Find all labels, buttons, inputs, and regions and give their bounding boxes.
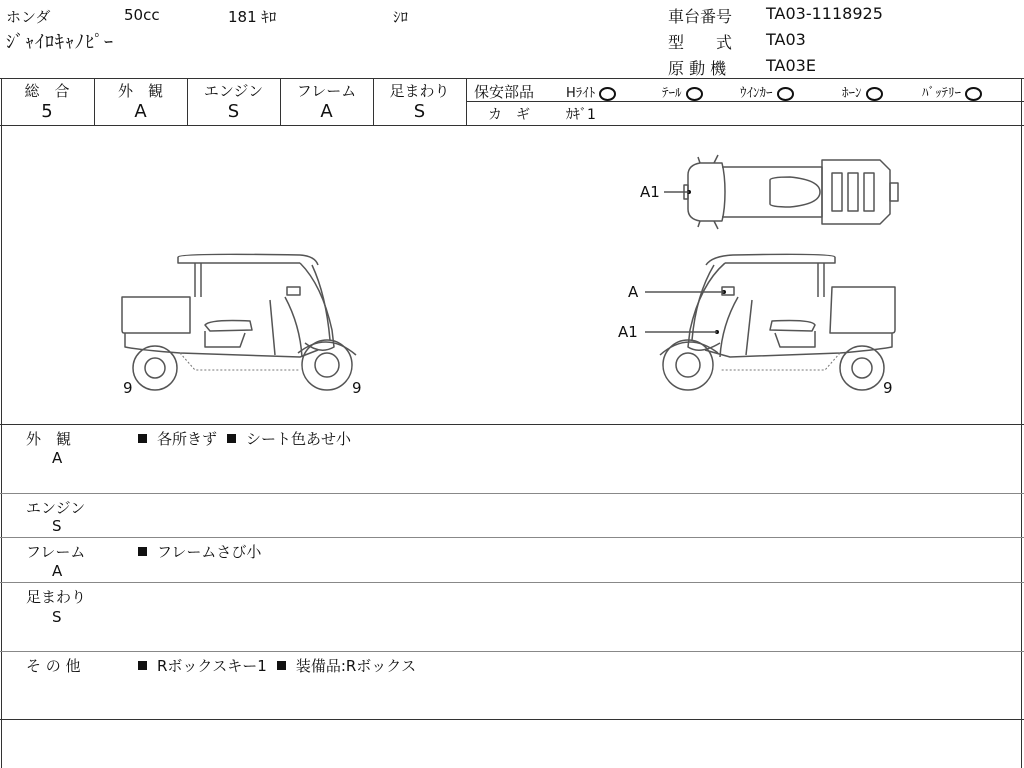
bullet-square-icon (227, 434, 236, 443)
ok-circle-icon (965, 87, 982, 101)
grade-header-engine: エンジン (203, 82, 264, 100)
safety-item-battery: ﾊﾞｯﾃﾘｰ (922, 82, 982, 101)
grade-header-overall: 総 合 (24, 82, 70, 100)
frame-no: TA03-1118925 (766, 4, 883, 23)
safety-item-horn: ﾎｰﾝ (842, 82, 883, 101)
safety-item-headlight: Hﾗｲﾄ (566, 82, 616, 101)
detail-title: 足まわり (26, 588, 87, 606)
top-marker-a1: A1 (640, 183, 660, 201)
left-front-tire-grade: 9 (352, 379, 362, 397)
grade-value-exterior: A (134, 101, 147, 122)
bullet-square-icon (277, 661, 286, 670)
bullet-square-icon (138, 661, 147, 670)
scooter-side-view-right (0, 125, 1024, 425)
detail-grade: A (52, 562, 63, 580)
model-name: ｼﾞｬｲﾛｷｬﾉﾋﾟｰ (6, 32, 114, 53)
ok-circle-icon (866, 87, 883, 101)
grade-header-suspension: 足まわり (389, 82, 450, 100)
side-marker-a1: A1 (618, 323, 638, 341)
detail-title: 外 観 (26, 430, 72, 448)
key-label: カ ギ (488, 107, 530, 123)
detail-notes: フレームさび小 (138, 541, 261, 562)
grade-header-frame: フレーム (296, 82, 357, 100)
engine-value: TA03E (766, 56, 816, 75)
grade-value-suspension: S (413, 101, 426, 122)
key-value: ｶｷﾞ1 (566, 107, 596, 123)
grade-value-engine: S (227, 101, 240, 122)
ok-circle-icon (599, 87, 616, 101)
side-marker-a: A (628, 283, 639, 301)
right-tire-grade: 9 (883, 379, 893, 397)
detail-title: エンジン (26, 499, 86, 517)
detail-title: フレーム (26, 543, 86, 561)
frame-no-label: 車台番号 (668, 7, 733, 26)
ok-circle-icon (686, 87, 703, 101)
detail-grade: A (52, 449, 63, 467)
detail-notes: Rボックスキー1 装備品:Rボックス (138, 655, 416, 676)
type-label: 型 式 (668, 33, 733, 52)
ok-circle-icon (777, 87, 794, 101)
grade-header-exterior: 外 観 (117, 82, 163, 100)
safety-item-tail: ﾃｰﾙ (662, 82, 703, 101)
detail-title: そ の 他 (26, 657, 81, 675)
bullet-square-icon (138, 547, 147, 556)
type-value: TA03 (766, 30, 806, 49)
maker: ホンダ (6, 8, 51, 26)
detail-grade: S (52, 608, 62, 626)
safety-item-winker: ｳｲﾝｶｰ (740, 82, 794, 101)
grade-value-frame: A (320, 101, 333, 122)
left-rear-tire-grade: 9 (123, 379, 133, 397)
mileage: 181 ｷﾛ (228, 8, 277, 26)
grade-value-overall: 5 (41, 101, 53, 122)
safety-label: 保安部品 (474, 83, 535, 101)
detail-notes: 各所きず シート色あせ小 (138, 428, 351, 449)
detail-grade: S (52, 517, 62, 535)
color: ｼﾛ (393, 8, 409, 26)
engine-label: 原 動 機 (668, 59, 727, 78)
displacement: 50cc (124, 6, 160, 24)
bullet-square-icon (138, 434, 147, 443)
